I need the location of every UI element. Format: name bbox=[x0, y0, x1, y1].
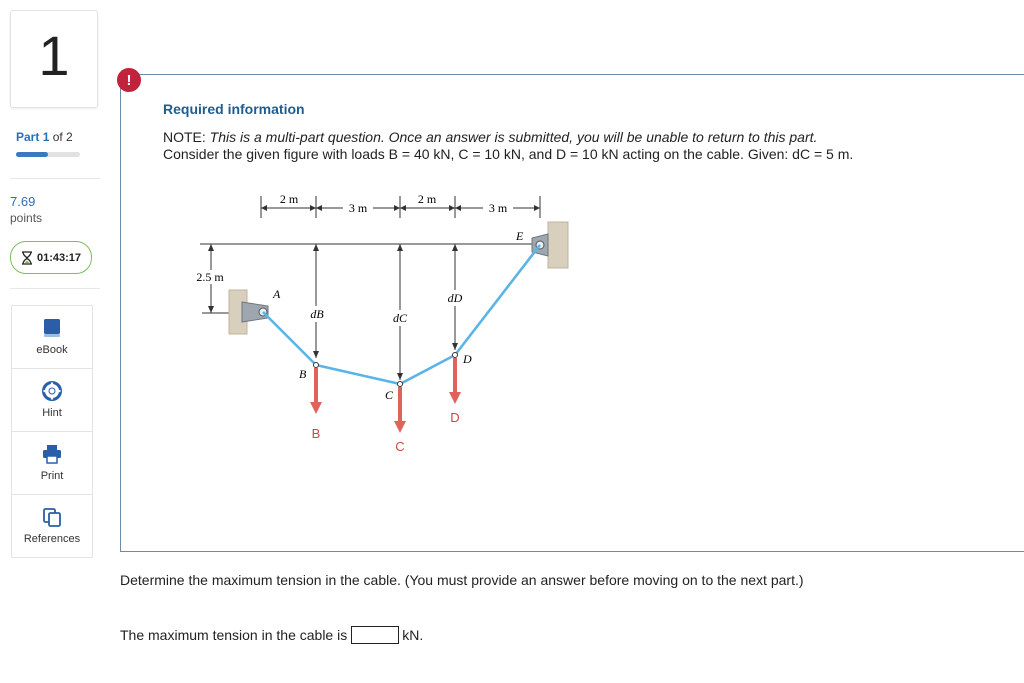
point-label-d: D bbox=[463, 352, 472, 366]
print-button[interactable] bbox=[12, 432, 92, 495]
hint-label: Hint bbox=[42, 407, 62, 419]
ebook-label: eBook bbox=[36, 344, 68, 356]
references-label: References bbox=[23, 533, 81, 545]
dim-label-4: 3 m bbox=[488, 201, 508, 215]
required-info-title: Required information bbox=[163, 101, 305, 117]
point-label-b: B bbox=[299, 367, 307, 381]
answer-line bbox=[120, 626, 423, 644]
cable-figure bbox=[180, 188, 580, 458]
sag-dimension-lines bbox=[316, 244, 455, 380]
references-button[interactable] bbox=[12, 495, 92, 557]
sag-label-c: dC bbox=[392, 311, 408, 325]
height-label: 2.5 m bbox=[196, 270, 224, 284]
hourglass-icon bbox=[21, 251, 33, 265]
divider bbox=[10, 178, 100, 179]
dim-label-1: 2 m bbox=[279, 192, 299, 206]
given-line: Consider the given figure with loads B = 40 kN, C = 10 kN, and D = 10 kN acting on the cable. Given: dC = 5 m. bbox=[163, 146, 854, 162]
support-e-wall bbox=[548, 222, 568, 268]
sag-label-b: dB bbox=[310, 307, 324, 321]
timer-value: 01:43:17 bbox=[36, 251, 82, 264]
tools-panel bbox=[11, 305, 93, 558]
points-value: 7.69 bbox=[10, 194, 36, 209]
answer-prefix: The maximum tension in the cable is bbox=[120, 627, 348, 643]
load-label-d: D bbox=[450, 410, 460, 425]
point-label-e: E bbox=[516, 229, 524, 243]
note-prefix: NOTE: bbox=[163, 129, 210, 145]
dim-label-2: 3 m bbox=[348, 201, 368, 215]
point-label-a: A bbox=[273, 287, 281, 301]
load-label-b: B bbox=[311, 426, 321, 441]
point-label-c: C bbox=[385, 388, 394, 402]
divider bbox=[10, 288, 100, 289]
lifebuoy-icon bbox=[42, 381, 62, 401]
printer-icon bbox=[42, 444, 62, 464]
part-of-total: of 2 bbox=[52, 130, 73, 144]
note-italic: This is a multi-part question. Once an answer is submitted, you will be unable to return to this part. bbox=[209, 129, 818, 145]
answer-unit: kN. bbox=[402, 627, 424, 643]
question-number-box bbox=[10, 10, 98, 108]
hint-button[interactable] bbox=[12, 369, 92, 432]
sag-arrows bbox=[313, 244, 458, 380]
print-label: Print bbox=[40, 470, 64, 482]
note-text bbox=[163, 129, 1013, 163]
book-icon bbox=[43, 318, 61, 338]
dim-label-3: 2 m bbox=[417, 192, 437, 206]
part-progress-bar bbox=[16, 152, 80, 157]
documents-icon bbox=[42, 507, 62, 527]
part-progress-fill bbox=[16, 152, 48, 157]
sag-label-d: dD bbox=[447, 291, 463, 305]
question-number: 1 bbox=[38, 23, 70, 87]
part-indicator bbox=[16, 130, 73, 144]
timer[interactable] bbox=[10, 241, 92, 274]
part-label: Part bbox=[16, 130, 40, 144]
tension-answer-input[interactable] bbox=[351, 626, 399, 644]
ebook-button[interactable] bbox=[12, 306, 92, 369]
alert-icon: ! bbox=[117, 68, 141, 92]
part-current: 1 bbox=[42, 130, 50, 144]
points-label: points bbox=[10, 211, 43, 225]
load-label-c: C bbox=[395, 439, 405, 454]
question-text: Determine the maximum tension in the cable. (You must provide an answer before moving on to the next part.) bbox=[120, 572, 804, 588]
